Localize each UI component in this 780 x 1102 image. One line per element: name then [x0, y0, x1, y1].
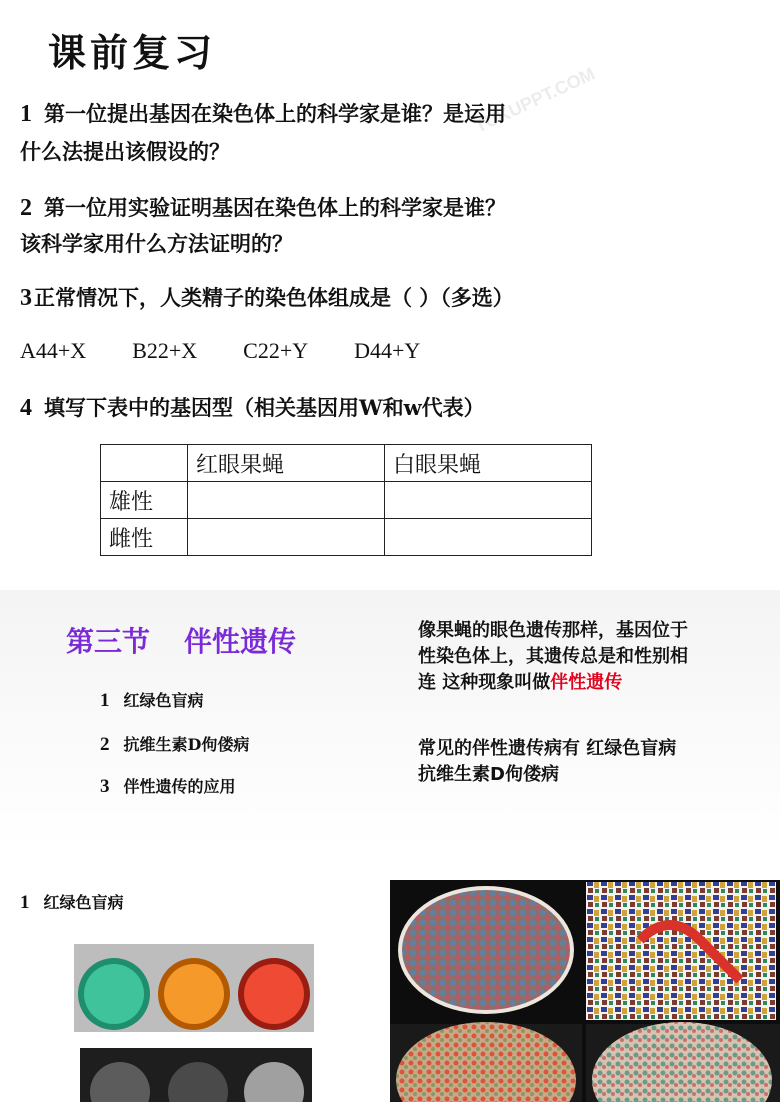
page-title: 课前复习: [48, 31, 217, 75]
section-item: 3 伴性遗传的应用: [100, 776, 236, 797]
question-4: 4 填写下表中的基因型（相关基因用W和w代表）: [20, 395, 485, 421]
traffic-light-gray-image: [80, 1048, 312, 1102]
option-d[interactable]: D44+Y: [354, 338, 421, 363]
option-b[interactable]: B22+X: [132, 338, 198, 363]
section-item: 1 红绿色盲病: [100, 690, 204, 711]
question-2: 2 第一位用实验证明基因在染色体上的科学家是谁？: [20, 195, 506, 221]
table-header: 红眼果蝇: [188, 445, 385, 482]
subsection-title: 1 红绿色盲病: [20, 892, 124, 913]
table-cell[interactable]: [188, 482, 385, 519]
genotype-table: [100, 444, 592, 556]
section-item: 2 抗维生素D佝偻病: [100, 734, 250, 755]
table-cell[interactable]: [385, 519, 592, 556]
option-a[interactable]: A44+X: [20, 338, 87, 363]
question-1-cont: 什么法提出该假设的？: [20, 139, 230, 164]
table-cell: [101, 445, 188, 482]
question-3: 3正常情况下，人类精子的染色体组成是（ ）（多选）: [20, 285, 514, 311]
diseases-paragraph: 常见的伴性遗传病有 红绿色盲病 抗维生素D佝偻病: [418, 738, 677, 785]
option-c[interactable]: C22+Y: [243, 338, 309, 363]
question-2-cont: 该科学家用什么方法证明的？: [20, 231, 293, 256]
table-cell[interactable]: [188, 519, 385, 556]
question-1: 1 第一位提出基因在染色体上的科学家是谁？是运用: [20, 101, 506, 127]
table-row: [101, 482, 592, 519]
options: [20, 338, 466, 364]
section-title: 第三节 伴性遗传: [66, 625, 297, 658]
watermark: TUKUPPT.COM: [471, 63, 598, 137]
table-row-label: 雌性: [101, 519, 188, 556]
table-header-row: [101, 445, 592, 482]
definition-paragraph: 像果蝇的眼色遗传那样，基因位于 性染色体上，其遗传总是和性别相 连 这种现象叫做伴性遗传: [418, 620, 688, 693]
table-row: [101, 519, 592, 556]
table-row-label: 雄性: [101, 482, 188, 519]
traffic-light-color-image: [74, 944, 314, 1032]
table-header: 白眼果蝇: [385, 445, 592, 482]
highlight-term: 伴性遗传: [550, 672, 623, 693]
color-blindness-plates-image: [390, 880, 780, 1102]
table-cell[interactable]: [385, 482, 592, 519]
